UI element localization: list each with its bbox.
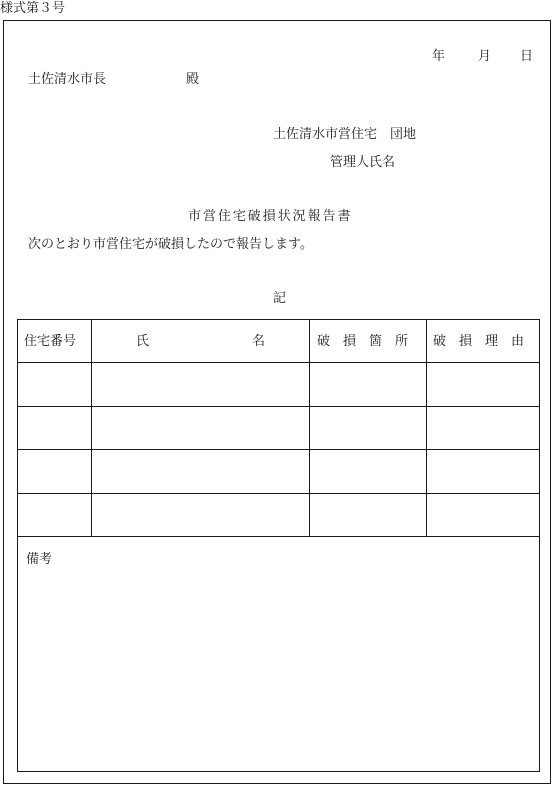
row-divider xyxy=(18,536,539,537)
date-month: 月 xyxy=(478,49,492,64)
date-line xyxy=(432,45,542,64)
date-year: 年 xyxy=(432,49,446,64)
column-divider xyxy=(91,320,92,536)
sender-complex: 土佐清水市営住宅 団地 xyxy=(273,127,417,142)
header-house-number: 住宅番号 xyxy=(24,334,77,349)
column-divider xyxy=(309,320,310,536)
row-divider xyxy=(18,493,539,494)
document-title: 市営住宅破損状況報告書 xyxy=(188,209,353,224)
sender-manager: 管理人氏名 xyxy=(330,155,396,170)
form-number: 様式第３号 xyxy=(0,1,66,16)
remarks-label: 備考 xyxy=(26,552,53,567)
header-damage-location: 破 損 箇 所 xyxy=(317,334,409,349)
row-divider xyxy=(18,449,539,450)
intro-text: 次のとおり市営住宅が破損したので報告します。 xyxy=(28,237,313,252)
header-name-2: 名 xyxy=(252,334,266,349)
date-day: 日 xyxy=(520,49,534,64)
row-divider xyxy=(18,406,539,407)
addressee-name: 土佐清水市長 xyxy=(28,72,107,87)
column-divider xyxy=(426,320,427,536)
ki-label: 記 xyxy=(273,291,287,306)
report-table xyxy=(17,319,540,772)
header-damage-reason: 破 損 理 由 xyxy=(433,334,525,349)
row-divider xyxy=(18,362,539,363)
header-name-1: 氏 xyxy=(136,334,150,349)
addressee-honorific: 殿 xyxy=(186,72,200,87)
